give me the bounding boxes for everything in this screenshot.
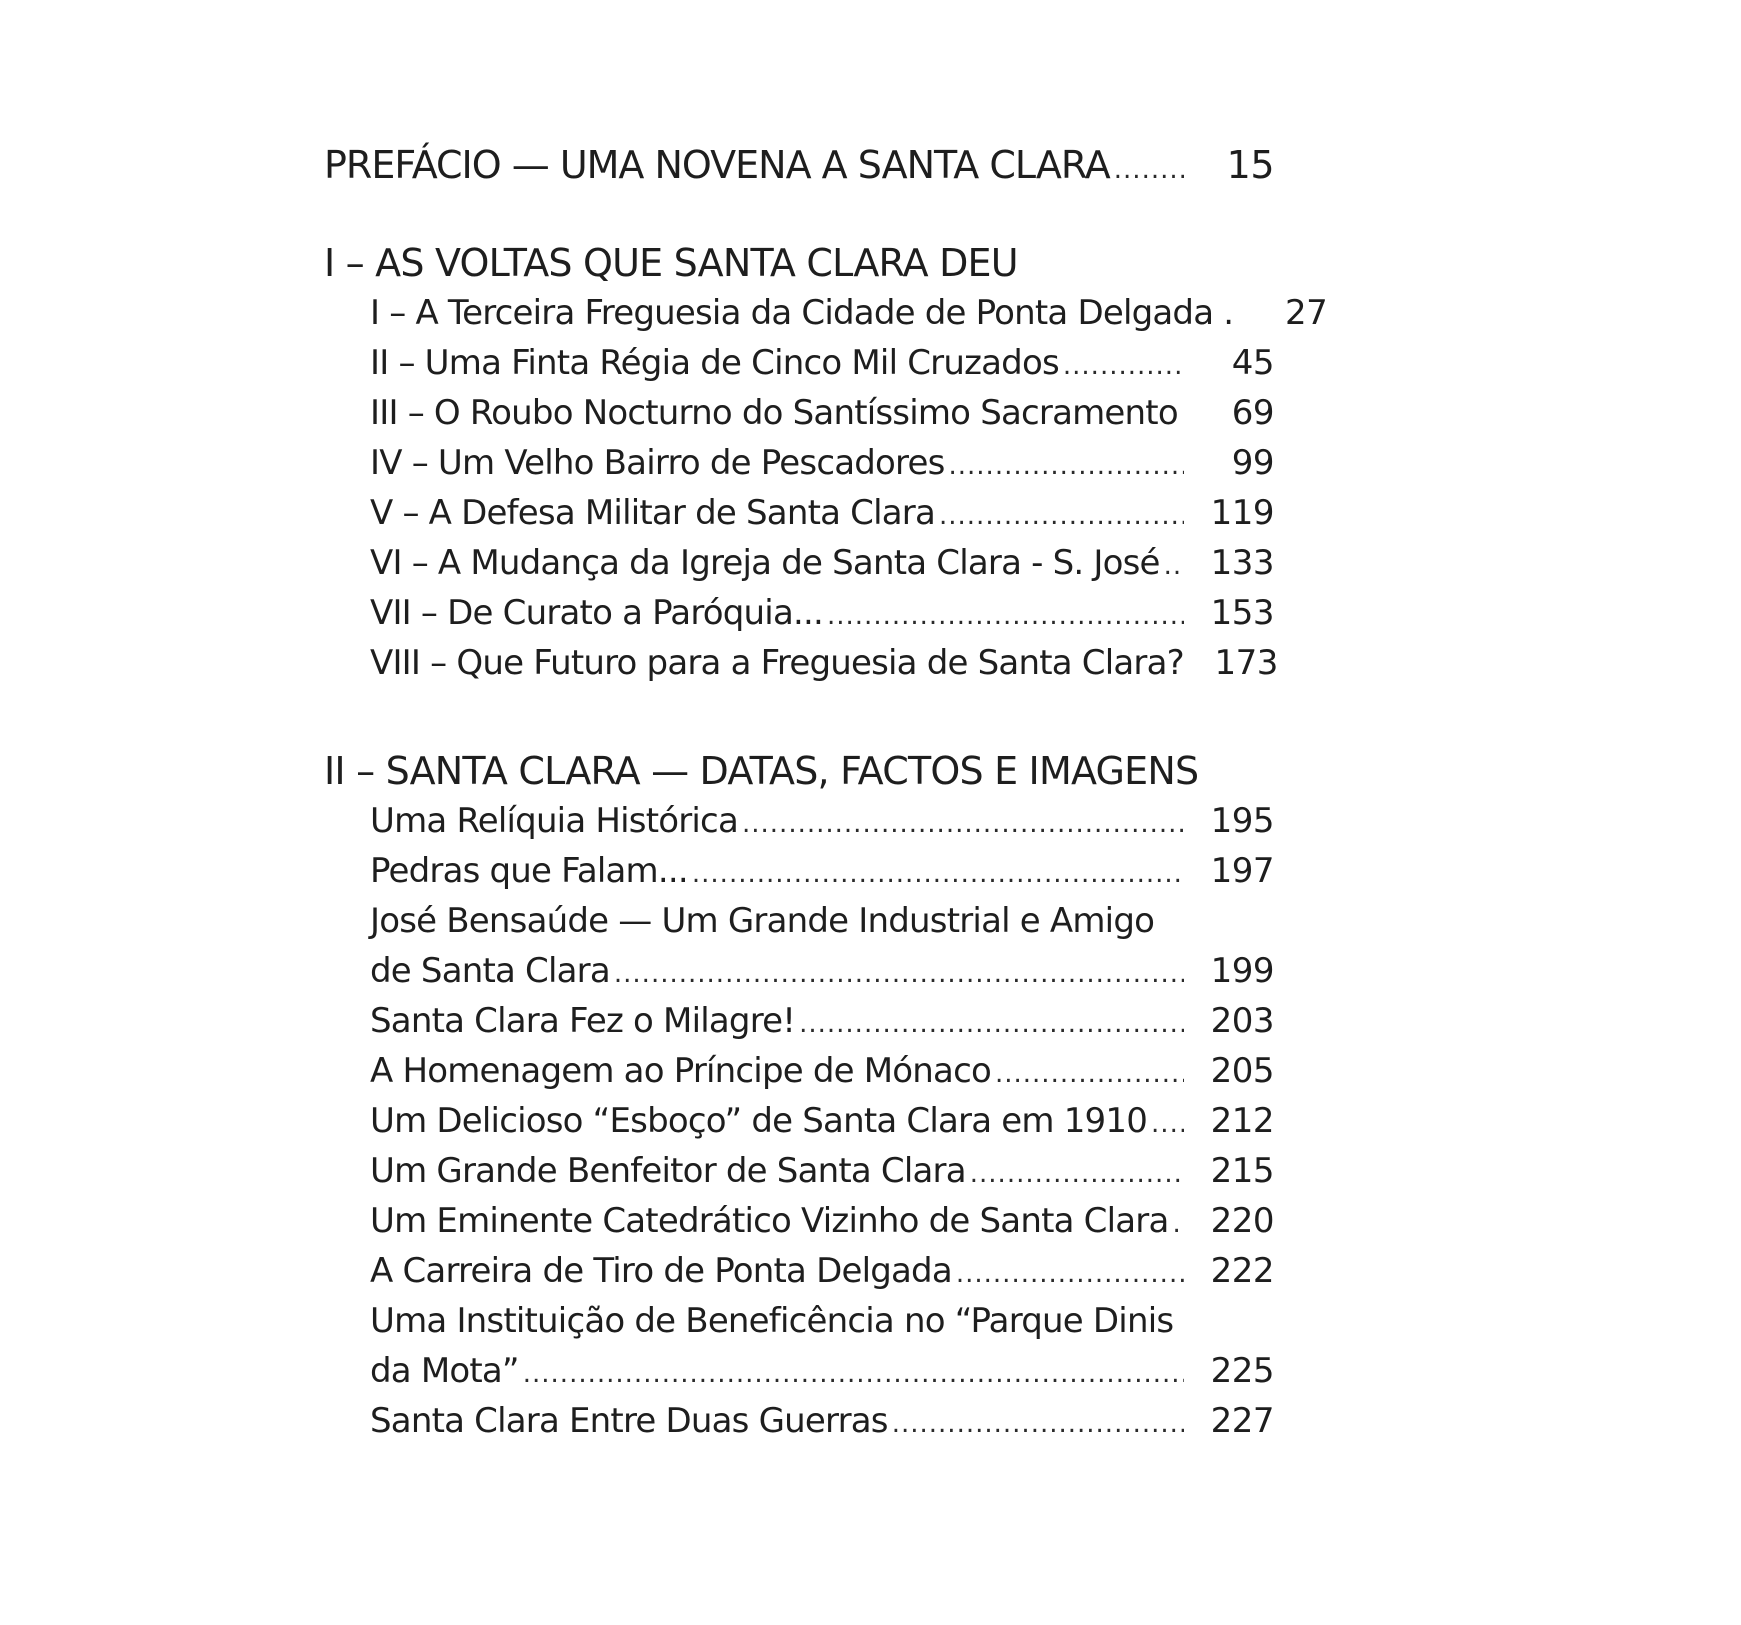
entry-title: Um Grande Benfeitor de Santa Clara	[370, 1151, 966, 1191]
entry-title-line-1: Uma Instituição de Beneficência no “Parque Dinis	[370, 1301, 1174, 1341]
toc-entry	[324, 846, 1274, 896]
entry-title: V – A Defesa Militar de Santa Clara	[370, 493, 935, 533]
dot-leader	[799, 999, 1184, 1049]
toc-entry	[324, 438, 1274, 488]
entry-title: A Homenagem ao Príncipe de Mónaco	[370, 1051, 991, 1091]
dot-leader	[1063, 341, 1184, 391]
dot-leader	[742, 799, 1184, 849]
entry-title: VIII – Que Futuro para a Freguesia de Santa Clara?	[370, 643, 1184, 683]
entry-page-number: 225	[1210, 1351, 1274, 1391]
entry-page-number: 133	[1210, 543, 1274, 583]
dot-leader	[692, 849, 1184, 899]
section-heading-part-1	[324, 238, 1274, 288]
entry-page-number: 45	[1231, 343, 1274, 383]
table-of-contents	[324, 140, 1328, 1446]
entry-page-number: 27	[1285, 293, 1328, 333]
dot-leader	[949, 441, 1185, 491]
dot-leader	[956, 1249, 1184, 1299]
toc-entry-wrapped-line-1	[324, 1296, 1274, 1346]
toc-entry-preface	[324, 140, 1274, 190]
entry-page-number: 227	[1210, 1401, 1274, 1441]
entry-page-number: 173	[1214, 643, 1278, 683]
entry-title: Santa Clara Entre Duas Guerras	[370, 1401, 888, 1441]
dot-leader	[939, 491, 1184, 541]
entry-page-number: 119	[1210, 493, 1274, 533]
toc-entry	[324, 1146, 1274, 1196]
toc-entry	[324, 288, 1328, 338]
entry-title: IV – Um Velho Bairro de Pescadores	[370, 443, 945, 483]
toc-entry	[324, 1246, 1274, 1296]
toc-entry	[324, 1046, 1274, 1096]
entry-title: III – O Roubo Nocturno do Santíssimo Sacramento	[370, 393, 1178, 433]
entry-title: VII – De Curato a Paróquia...	[370, 593, 823, 633]
entry-title: Um Delicioso “Esboço” de Santa Clara em 1910	[370, 1101, 1148, 1141]
entry-page-number: 205	[1210, 1051, 1274, 1091]
entry-page-number: 212	[1210, 1101, 1274, 1141]
toc-entry	[324, 538, 1274, 588]
section-heading-text: I – AS VOLTAS QUE SANTA CLARA DEU	[324, 241, 1018, 285]
entry-page-number: 197	[1210, 851, 1274, 891]
dot-leader	[1151, 1099, 1184, 1149]
entry-page-number: 199	[1210, 951, 1274, 991]
entry-title: I – A Terceira Freguesia da Cidade de Ponta Delgada .	[370, 293, 1234, 333]
entry-title: II – Uma Finta Régia de Cinco Mil Cruzados	[370, 343, 1059, 383]
entry-title: da Mota”	[370, 1351, 519, 1391]
entry-page-number: 222	[1210, 1251, 1274, 1291]
entry-title: PREFÁCIO — UMA NOVENA A SANTA CLARA	[324, 143, 1110, 187]
dot-leader	[1172, 1199, 1184, 1249]
dot-leader	[892, 1399, 1184, 1449]
entry-page-number: 215	[1210, 1151, 1274, 1191]
dot-leader	[995, 1049, 1184, 1099]
toc-entry	[324, 1346, 1274, 1396]
dot-leader	[614, 949, 1184, 999]
entry-title: A Carreira de Tiro de Ponta Delgada	[370, 1251, 952, 1291]
entry-title: VI – A Mudança da Igreja de Santa Clara - S. José	[370, 543, 1160, 583]
entry-page-number: 195	[1210, 801, 1274, 841]
entry-page-number: 153	[1210, 593, 1274, 633]
entry-title: Um Eminente Catedrático Vizinho de Santa Clara	[370, 1201, 1169, 1241]
entry-page-number: 15	[1226, 143, 1274, 187]
toc-entry	[324, 388, 1274, 438]
toc-entry-wrapped-line-1	[324, 896, 1274, 946]
dot-leader	[523, 1349, 1184, 1399]
toc-entry	[324, 996, 1274, 1046]
entry-page-number: 69	[1231, 393, 1274, 433]
entry-page-number: 99	[1231, 443, 1274, 483]
dot-leader	[970, 1149, 1184, 1199]
dot-leader	[1182, 391, 1184, 441]
dot-leader	[827, 591, 1184, 641]
section-heading-part-2	[324, 746, 1274, 796]
section-heading-text: II – SANTA CLARA — DATAS, FACTOS E IMAGENS	[324, 749, 1199, 793]
entry-title: Uma Relíquia Histórica	[370, 801, 738, 841]
entry-title: de Santa Clara	[370, 951, 610, 991]
toc-entry	[324, 638, 1278, 688]
dot-leader	[1164, 541, 1184, 591]
toc-entry	[324, 946, 1274, 996]
toc-entry	[324, 1196, 1274, 1246]
entry-title: Pedras que Falam...	[370, 851, 688, 891]
entry-page-number: 203	[1210, 1001, 1274, 1041]
entry-title: Santa Clara Fez o Milagre!	[370, 1001, 796, 1041]
toc-entry	[324, 1396, 1274, 1446]
entry-page-number: 220	[1210, 1201, 1274, 1241]
toc-entry	[324, 588, 1274, 638]
toc-entry	[324, 796, 1274, 846]
entry-title-line-1: José Bensaúde — Um Grande Industrial e Amigo	[370, 901, 1155, 941]
dot-leader	[1114, 145, 1184, 195]
toc-entry	[324, 1096, 1274, 1146]
toc-entry	[324, 488, 1274, 538]
toc-entry	[324, 338, 1274, 388]
